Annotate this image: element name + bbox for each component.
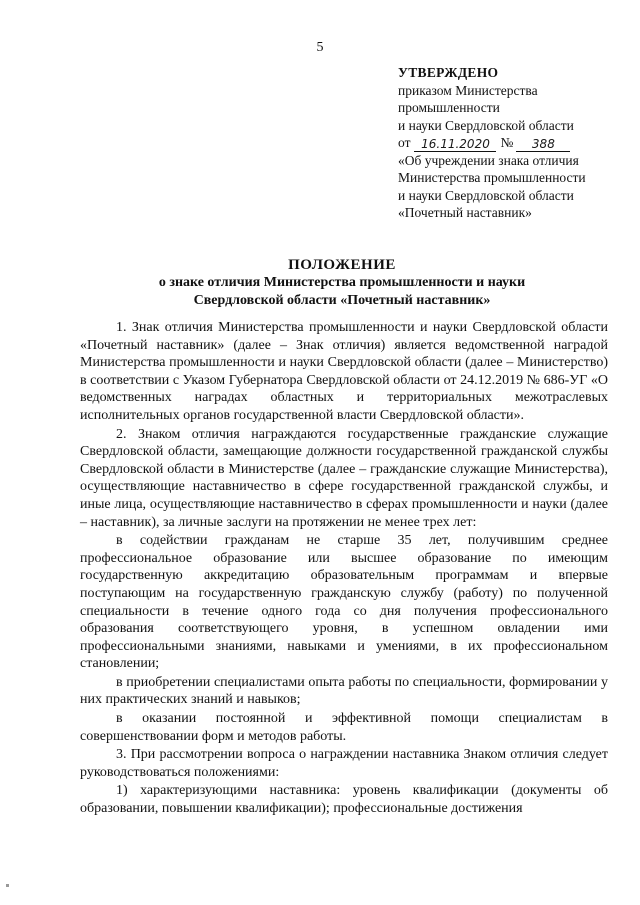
approval-line: и науки Свердловской области [398,117,574,133]
page-number: 5 [316,40,324,55]
approval-heading: УТВЕРЖДЕНО [398,65,499,80]
order-title-line: Министерства промышленности [398,170,586,185]
paragraph-3: 3. При рассмотрении вопроса о награждении наставника Знаком отличия следует руководствоваться положениями: [80,747,608,780]
document-body [80,319,608,818]
paragraph-3-item-1: 1) характеризующими наставника: уровень квалификации (документы об образовании, повышении квалификации); профессиональные достижения [80,783,608,817]
order-title-line: и науки Свердловской области [398,187,574,203]
paragraph-2-item-1: в содействии гражданам не старше 35 лет, получившим среднее профессиональное образование или высшее образование по имеющим государственную аккредитацию образовательным программам и впервые поступающим на государственную гражданскую службу (работу) по полученной специальности в течение одного года со дня получения профессионального образования соответствующего уровня, в успешном овладении ими профессиональными знаниями, навыками и умениями, в их профессиональном становлении; [80,533,608,672]
paragraph-1: 1. Знак отличия Министерства промышленности и науки Свердловской области «Почетный наставник» (далее – Знак отличия) является ведомственной наградой Министерства промышленности и науки Свердловской области (далее – Министерство) в соответствии с Указом Губернатора Свердловской области от 24.12.2019 № 686-УГ «О ведомственных наградах областных и территориальных межотраслевых исполнительных органов государственной власти Свердловской области». [80,320,608,423]
date-prefix: от [398,135,411,150]
paragraph-2-item-3: в оказании постоянной и эффективной помощи специалистам в совершенствовании форм и методов работы. [80,711,608,744]
title-line: Свердловской области «Почетный наставник» [193,293,491,308]
order-title-line: «Почетный наставник» [398,205,532,220]
order-date-number [398,134,613,152]
title-main: ПОЛОЖЕНИЕ [288,257,396,273]
order-title-line: «Об учреждении знака отличия [398,152,579,168]
approval-line: приказом Министерства [398,82,538,98]
approval-line: промышленности [398,100,500,115]
handwritten-number: 388 [516,137,570,152]
number-prefix: № [500,135,514,150]
paragraph-2: 2. Знаком отличия награждаются государственные гражданские служащие Свердловской области, замещающие должности государственной гражданской службы Свердловской области в Министерстве (далее – гражданские служащие Министерства), осуществляющие наставничество в сфере государственной гражданской службы, и иные лица, осуществляющие наставничество в сферах промышленности и науки (далее – наставник), за личные заслуги на протяжении не менее трех лет: [80,426,608,530]
scan-speck [6,884,9,887]
handwritten-date: 16.11.2020 [414,137,496,152]
approval-stamp [398,64,613,222]
paragraph-2-item-2: в приобретении специалистами опыта работы по специальности, формировании у них практических знаний и навыков; [80,674,608,708]
title-line: о знаке отличия Министерства промышленности и науки [158,275,526,290]
document-title [80,256,604,310]
